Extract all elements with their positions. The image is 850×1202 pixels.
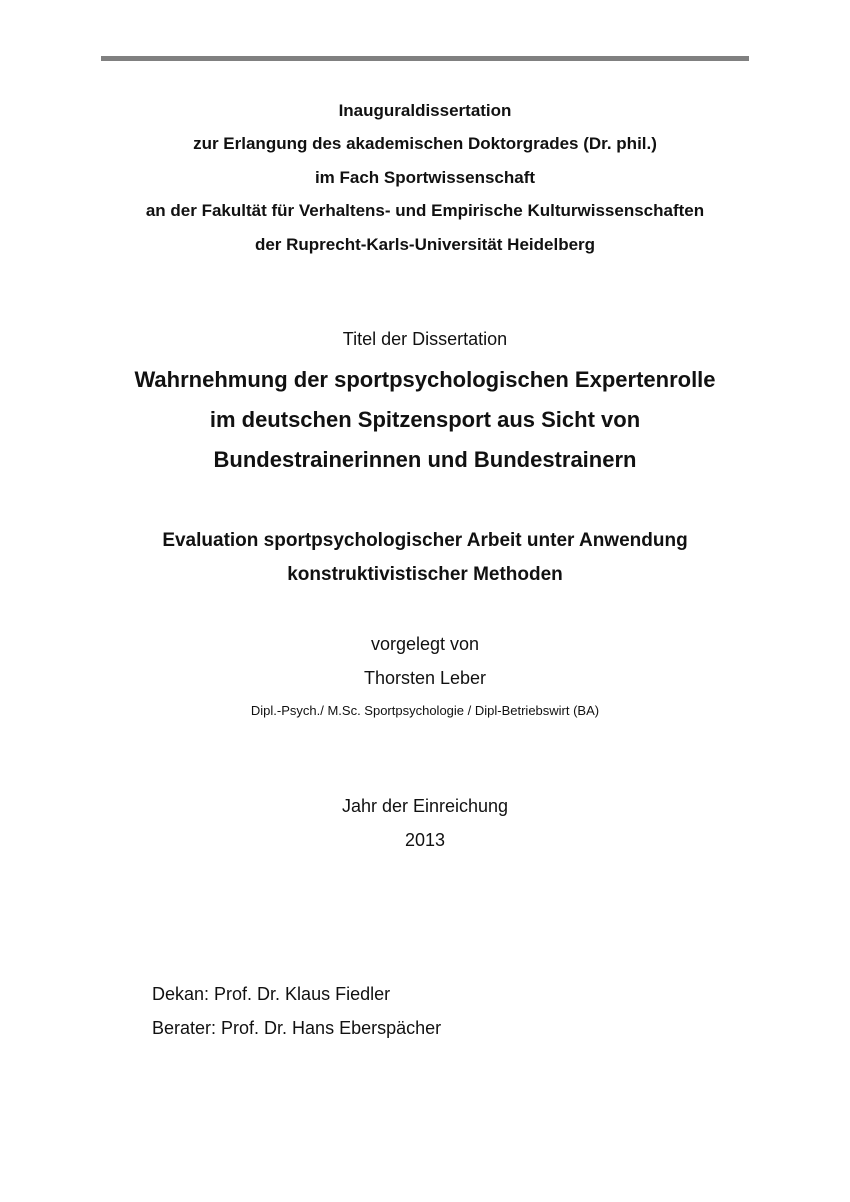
subtitle-line-1: Evaluation sportpsychologischer Arbeit unter Anwendung bbox=[162, 530, 688, 551]
submission-year: 2013 bbox=[404, 830, 446, 850]
title-label: Titel der Dissertation bbox=[342, 329, 508, 349]
header-line-subject: im Fach Sportwissenschaft bbox=[314, 168, 536, 187]
submission-label: Jahr der Einreichung bbox=[341, 796, 509, 816]
header-line-degree: zur Erlangung des akademischen Doktorgrades (Dr. phil.) bbox=[193, 134, 657, 153]
header-line-inauguraldissertation: Inauguraldissertation bbox=[338, 101, 512, 120]
header-line-faculty: an der Fakultät für Verhaltens- und Empirische Kulturwissenschaften bbox=[145, 201, 705, 220]
title-line-3: Bundestrainerinnen und Bundestrainern bbox=[213, 447, 637, 472]
header-line-university: der Ruprecht-Karls-Universität Heidelberg bbox=[254, 235, 596, 254]
author-degrees: Dipl.-Psych./ M.Sc. Sportpsychologie / Dipl-Betriebswirt (BA) bbox=[250, 703, 600, 718]
advisor-line: Berater: Prof. Dr. Hans Eberspächer bbox=[152, 1018, 442, 1038]
title-line-2: im deutschen Spitzensport aus Sicht von bbox=[209, 407, 641, 432]
dean-line: Dekan: Prof. Dr. Klaus Fiedler bbox=[152, 984, 391, 1004]
author-label: vorgelegt von bbox=[370, 634, 480, 654]
author-name: Thorsten Leber bbox=[363, 668, 487, 688]
top-rule bbox=[101, 56, 749, 61]
title-line-1: Wahrnehmung der sportpsychologischen Expertenrolle bbox=[134, 367, 716, 392]
subtitle-line-2: konstruktivistischer Methoden bbox=[287, 564, 563, 585]
